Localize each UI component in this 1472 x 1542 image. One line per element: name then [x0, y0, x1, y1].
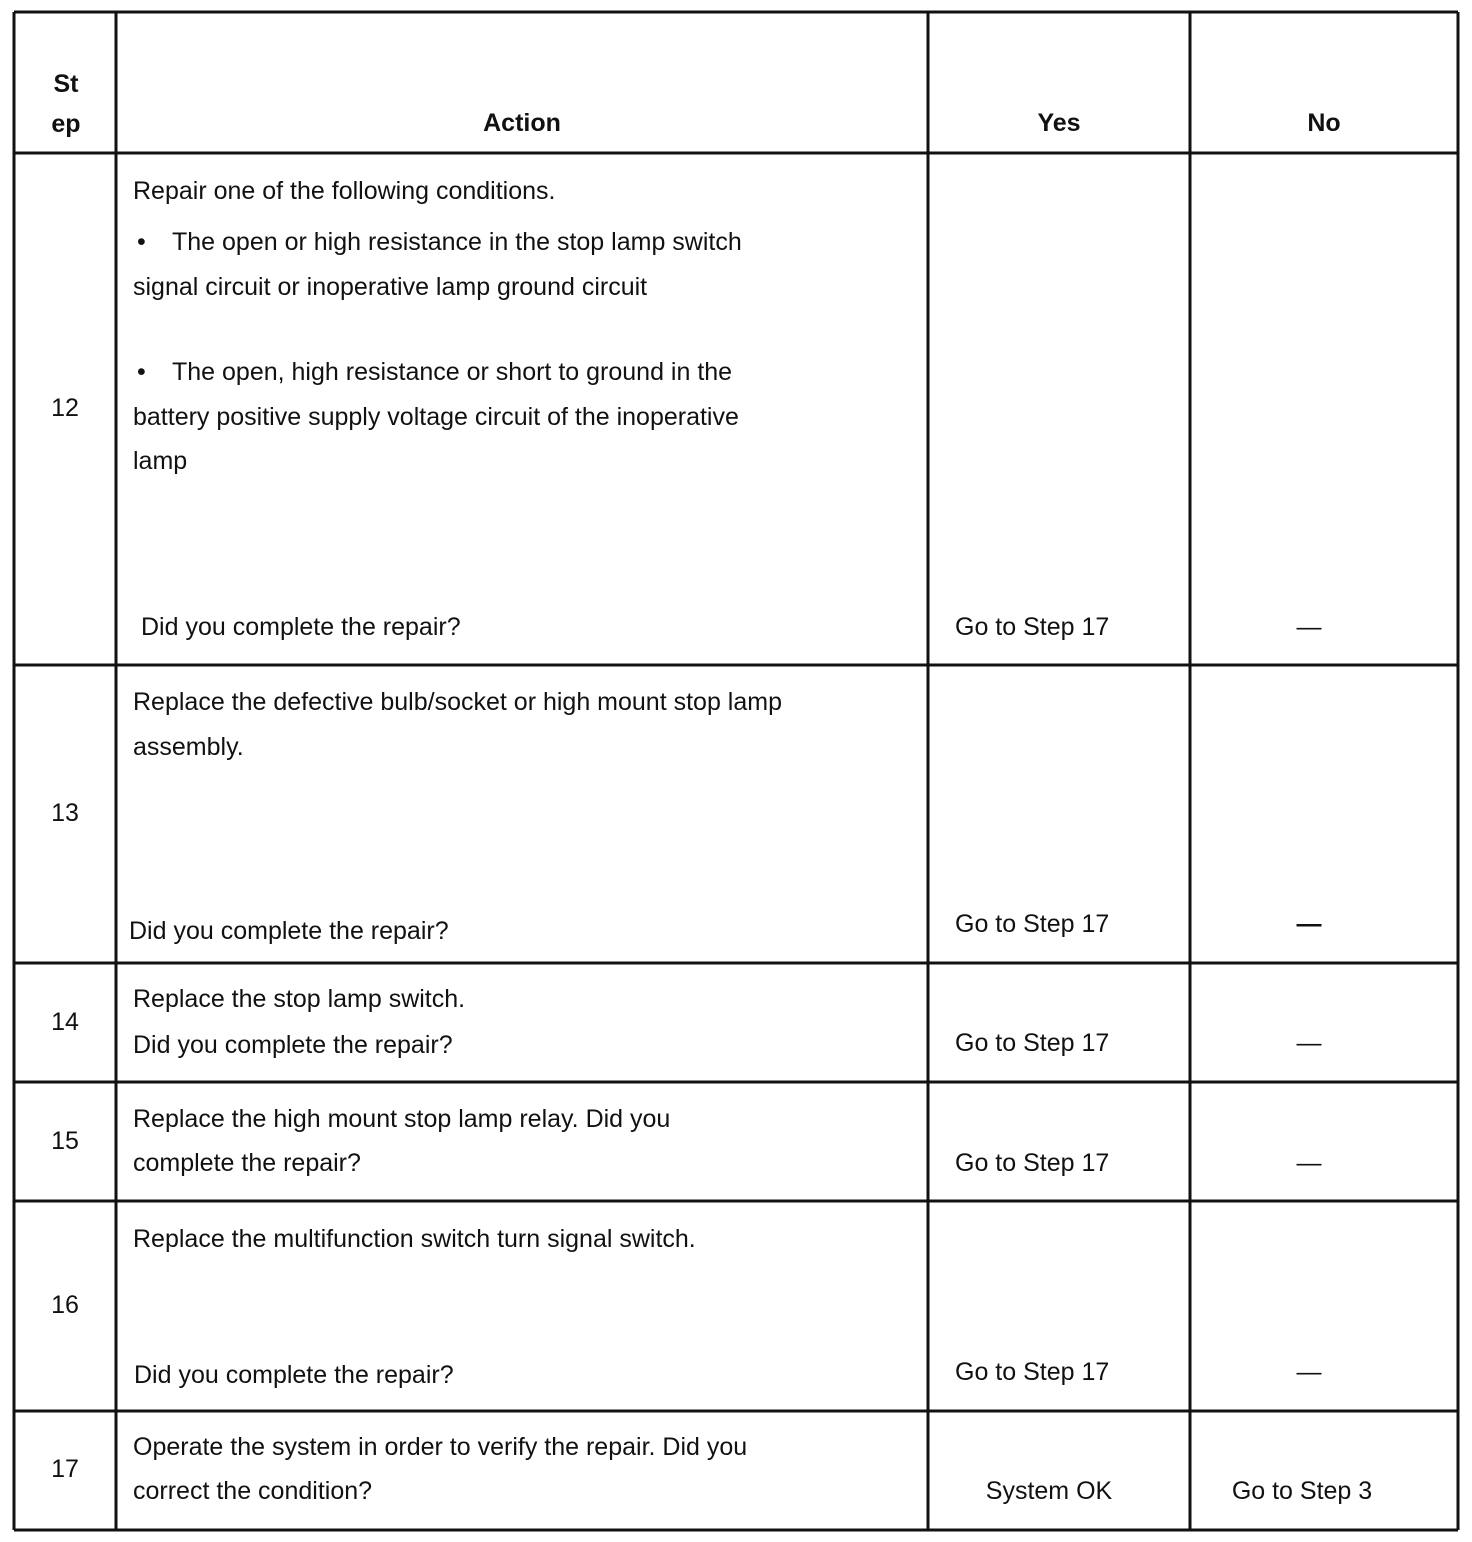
step-number: 16: [51, 1291, 79, 1319]
yes-result: Go to Step 17: [955, 613, 1110, 641]
action-text: Replace the multifunction switch turn signal switch.: [133, 1225, 696, 1253]
action-text: Repair one of the following conditions.: [133, 177, 556, 205]
yes-result: Go to Step 17: [955, 1358, 1110, 1386]
step-number: 17: [51, 1455, 79, 1483]
header-step-line1: St: [53, 70, 79, 98]
no-result: —: [1296, 1029, 1322, 1057]
bullet-icon: •: [137, 228, 146, 256]
action-text: Replace the high mount stop lamp relay. Did you: [133, 1105, 671, 1133]
action-text: The open, high resistance or short to ground in the: [172, 358, 733, 386]
action-text: Operate the system in order to verify the repair. Did you: [133, 1433, 748, 1461]
action-text: Replace the defective bulb/socket or high mount stop lamp: [133, 688, 782, 716]
header-no: No: [1307, 109, 1341, 137]
action-text: assembly.: [133, 733, 244, 761]
action-text: correct the condition?: [133, 1477, 373, 1505]
step-number: 15: [51, 1127, 79, 1155]
yes-result: System OK: [985, 1477, 1113, 1505]
action-text: complete the repair?: [133, 1149, 361, 1177]
action-text: signal circuit or inoperative lamp ground circuit: [133, 273, 648, 301]
question-text: Did you complete the repair?: [141, 613, 461, 641]
bullet-icon: •: [137, 358, 146, 386]
action-text: battery positive supply voltage circuit of the inoperative: [133, 403, 739, 431]
question-text: Did you complete the repair?: [134, 1361, 454, 1389]
yes-result: Go to Step 17: [955, 1149, 1110, 1177]
no-result: —: [1296, 1358, 1322, 1386]
yes-result: Go to Step 17: [955, 1029, 1110, 1057]
header-action: Action: [483, 109, 561, 137]
header-step-line2: ep: [51, 110, 81, 138]
header-yes: Yes: [1037, 109, 1081, 137]
step-number: 12: [51, 394, 79, 422]
question-text: Did you complete the repair?: [129, 917, 449, 945]
action-text: Replace the stop lamp switch.: [133, 985, 466, 1013]
header-step: [16, 64, 116, 144]
no-result: —: [1296, 1149, 1322, 1177]
no-result: —: [1296, 910, 1322, 938]
question-text: Did you complete the repair?: [133, 1031, 453, 1059]
step-number: 14: [51, 1008, 79, 1036]
step-number: 13: [51, 799, 79, 827]
no-result: —: [1296, 613, 1322, 641]
action-text: The open or high resistance in the stop lamp switch: [172, 228, 742, 256]
action-text: lamp: [133, 447, 188, 475]
no-result: Go to Step 3: [1231, 1477, 1373, 1505]
yes-result: Go to Step 17: [955, 910, 1110, 938]
